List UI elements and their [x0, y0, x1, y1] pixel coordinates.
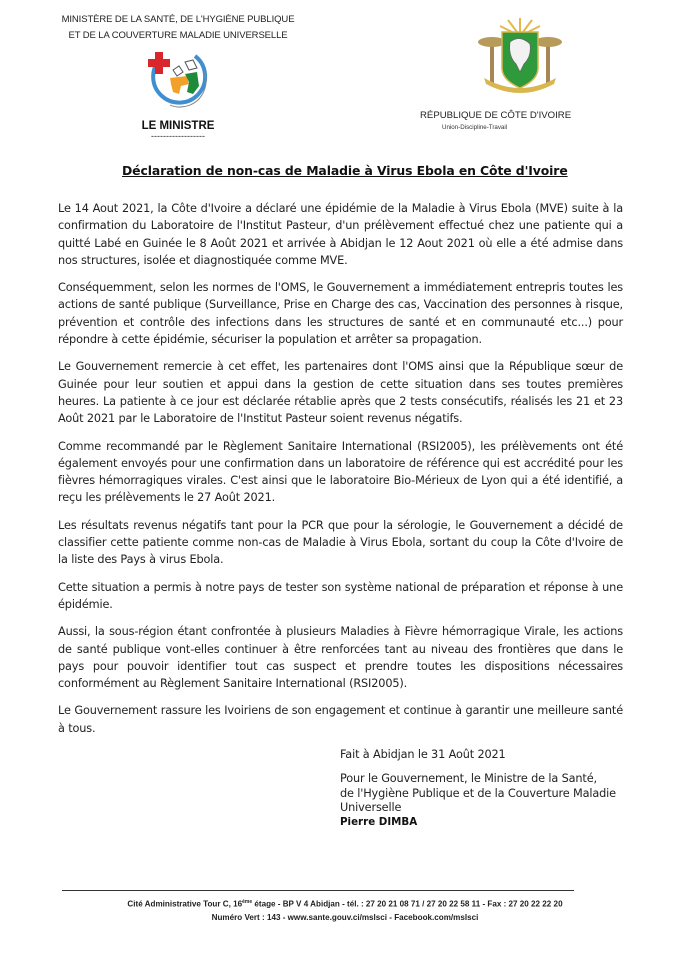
footer-address [40, 896, 650, 911]
place-date: Fait à Abidjan le 31 Août 2021 [340, 748, 506, 761]
signature-line2: de l'Hygiène Publique et de la Couverture Maladie [340, 786, 616, 800]
ministry-header [48, 12, 308, 140]
paragraph: Comme recommandé par le Règlement Sanitaire International (RSI2005), les prélèvements ont été également envoyés pour une confirmation dans un laboratoire de référence qui est accrédité pour les fièvres hémorragiques virales. C'est ainsi que le laboratoire Bio-Mérieux de Lyon qui a été identifié, a reçu les prélèvements le 27 Août 2021. [58, 439, 623, 505]
republic-label: RÉPUBLIQUE DE CÔTE D'IVOIRE [420, 110, 572, 121]
signature-line3: Universelle [340, 801, 402, 814]
paragraph: Conséquemment, selon les normes de l'OMS, le Gouvernement a immédiatement entrepris toutes les actions de santé publique (Surveillance, Prise en Charge des cas, Vaccination des personnes à risque, prévention et contrôle des infections dans les structures de santé et en communauté etc...) pour répondre à cette épidémie, sécuriser la population et arrêter sa propagation. [58, 281, 623, 347]
signature-line1: Pour le Gouvernement, le Ministre de la Santé, [340, 772, 597, 785]
footer-contact: Numéro Vert : 143 - www.sante.gouv.ci/mslsci - Facebook.com/mslsci [211, 912, 479, 922]
paragraph: Le Gouvernement remercie à cet effet, les partenaires dont l'OMS ainsi que la République sœur de Guinée pour leur soutien et appui dans la gestion de cette situation dans ses toutes premières heures. La patiente à ce jour est déclarée rétablie après que 2 tests consécutifs, réalisés les 21 et 23 Août 2021 par le Laboratoire de l'Institut Pasteur soient revenus négatifs. [58, 360, 623, 426]
ministry-name-line2: ET DE LA COUVERTURE MALADIE UNIVERSELLE [68, 30, 288, 41]
ministry-name-line1: MINISTÈRE DE LA SANTÉ, DE L'HYGIÈNE PUBLIQUE [61, 14, 295, 25]
paragraph: Cette situation a permis à notre pays de tester son système national de préparation et réponse à une épidémie. [58, 580, 623, 611]
paragraph: Le 14 Aout 2021, la Côte d'Ivoire a déclaré une épidémie de la Maladie à Virus Ebola (MVE) suite à la confirmation du Laboratoire de l'Institut Pasteur, d'un prélèvement effectué chez une patiente qui a quitté Labé en Guinée le 8 Août 2021 et arrivée à Abidjan le 12 Aout 2021 où elle a été admise dans nos structures, isolée et diagnostiquée comme MVE. [58, 202, 623, 267]
document-title: Déclaration de non-cas de Maladie à Virus Ebola en Côte d'Ivoire [122, 163, 568, 178]
address-sup: ème [242, 899, 253, 905]
national-motto: Union-Discipline-Travail [442, 124, 508, 131]
signatory-name: Pierre DIMBA [340, 815, 418, 828]
document-body [58, 200, 623, 747]
paragraph: Aussi, la sous-région étant confrontée à plusieurs Maladies à Fièvre hémorragique Virale, les actions de santé publique vont-elles continuer à être renforcées tant au niveau des frontières que dans le pays pour pouvoir identifier tout cas suspect et prendre toutes les dispositions nécessaires conformément au Règlement Sanitaire International (RSI2005). [58, 625, 623, 691]
coat-of-arms-icon [474, 14, 566, 100]
paragraph: Le Gouvernement rassure les Ivoiriens de son engagement et continue à garantir une meilleure santé à tous. [58, 704, 623, 735]
paragraph: Les résultats revenus négatifs tant pour la PCR que pour la sérologie, le Gouvernement a décidé de classifier cette patiente comme non-cas de Maladie à Virus Ebola, sortant du coup la Côte d'Ivoire de la liste des Pays à virus Ebola. [58, 518, 623, 567]
footer [40, 896, 650, 924]
address-suffix: étage - BP V 4 Abidjan - tél. : 27 20 21 08 71 / 27 20 22 58 11 - Fax : 27 20 22 22 20 [252, 899, 563, 909]
address-prefix: Cité Administrative Tour C, 16 [127, 899, 243, 909]
dashed-divider: ------------------ [151, 131, 205, 141]
republic-header [420, 14, 610, 131]
minister-label: LE MINISTRE [141, 120, 215, 132]
ministry-logo-icon [147, 48, 209, 110]
signature-block [340, 747, 640, 829]
footer-divider [62, 890, 574, 891]
